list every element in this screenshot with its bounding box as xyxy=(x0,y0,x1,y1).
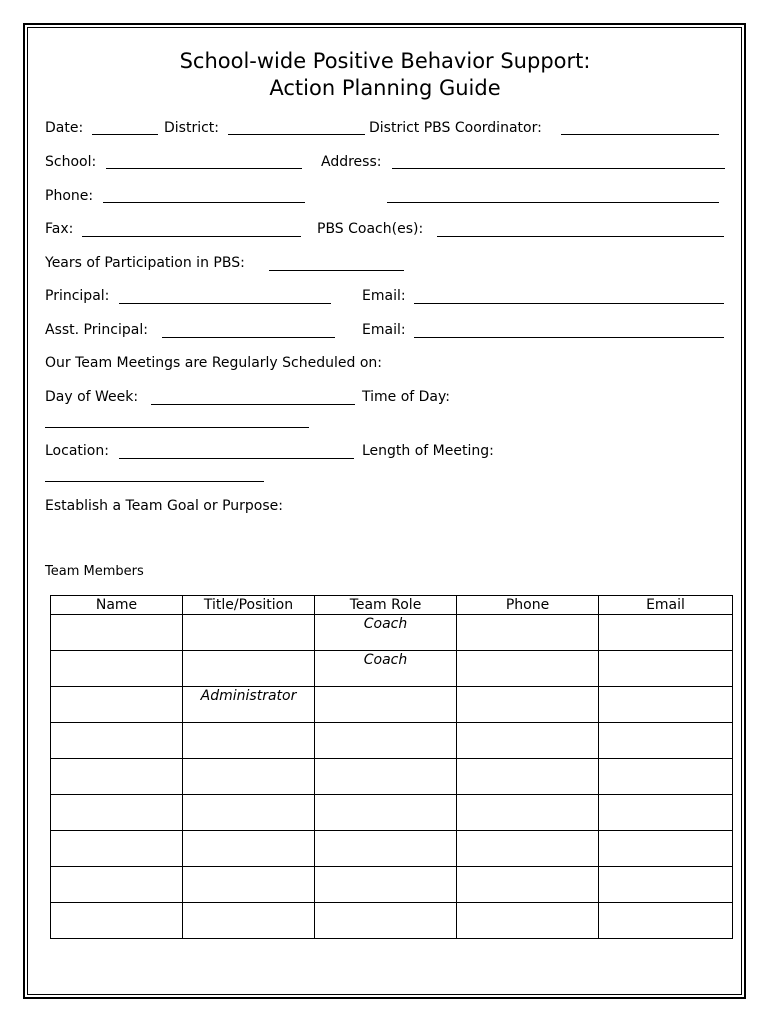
table-cell[interactable] xyxy=(51,723,183,759)
coach-field[interactable] xyxy=(437,236,724,237)
location-field[interactable] xyxy=(119,458,354,459)
table-row xyxy=(51,795,733,831)
table-cell[interactable] xyxy=(183,759,315,795)
table-cell[interactable]: Administrator xyxy=(183,687,315,723)
table-cell[interactable] xyxy=(315,759,457,795)
table-row xyxy=(51,687,733,723)
date-field[interactable] xyxy=(92,134,158,135)
table-cell[interactable] xyxy=(183,903,315,939)
document-title-line2: Action Planning Guide xyxy=(269,76,501,100)
table-cell[interactable] xyxy=(51,651,183,687)
years-label: Years of Participation in PBS: xyxy=(45,255,245,271)
principal-field[interactable] xyxy=(119,303,331,304)
phone-field[interactable] xyxy=(103,202,305,203)
table-row xyxy=(51,723,733,759)
coordinator-label: District PBS Coordinator: xyxy=(369,120,542,136)
team-members-heading: Team Members xyxy=(45,564,144,579)
table-cell[interactable] xyxy=(51,759,183,795)
asst-email-field[interactable] xyxy=(414,337,724,338)
goal-label: Establish a Team Goal or Purpose: xyxy=(45,498,283,514)
table-cell[interactable] xyxy=(315,867,457,903)
asst-principal-field[interactable] xyxy=(162,337,335,338)
table-cell[interactable] xyxy=(457,723,599,759)
table-cell[interactable] xyxy=(457,759,599,795)
length-label: Length of Meeting: xyxy=(362,443,494,459)
table-cell[interactable] xyxy=(599,651,733,687)
table-cell[interactable] xyxy=(51,831,183,867)
table-cell[interactable] xyxy=(315,795,457,831)
table-cell[interactable] xyxy=(457,687,599,723)
fax-label: Fax: xyxy=(45,221,74,237)
asst-email-label: Email: xyxy=(362,322,406,338)
table-cell[interactable] xyxy=(457,831,599,867)
table-cell[interactable] xyxy=(51,867,183,903)
phone-label: Phone: xyxy=(45,188,94,204)
meetings-label: Our Team Meetings are Regularly Scheduled on: xyxy=(45,355,382,371)
table-row xyxy=(51,831,733,867)
table-cell[interactable]: Coach xyxy=(315,615,457,651)
location-label: Location: xyxy=(45,443,109,459)
table-cell[interactable] xyxy=(183,723,315,759)
table-cell[interactable] xyxy=(51,687,183,723)
table-cell[interactable] xyxy=(183,651,315,687)
table-cell[interactable] xyxy=(457,795,599,831)
district-label: District: xyxy=(164,120,220,136)
table-cell[interactable] xyxy=(599,759,733,795)
table-cell[interactable] xyxy=(599,831,733,867)
column-header-email: Email xyxy=(599,596,733,615)
table-cell[interactable] xyxy=(315,687,457,723)
school-field[interactable] xyxy=(106,168,302,169)
table-row xyxy=(51,903,733,939)
table-cell[interactable] xyxy=(183,867,315,903)
table-cell[interactable] xyxy=(599,723,733,759)
school-label: School: xyxy=(45,154,97,170)
table-cell[interactable] xyxy=(599,867,733,903)
coach-label: PBS Coach(es): xyxy=(317,221,424,237)
address-field-line2[interactable] xyxy=(387,202,719,203)
column-header-name: Name xyxy=(51,596,183,615)
table-header-row xyxy=(51,596,733,615)
fax-field[interactable] xyxy=(82,236,301,237)
column-header-role: Team Role xyxy=(315,596,457,615)
document-title-line1: School-wide Positive Behavior Support: xyxy=(179,49,591,73)
day-label: Day of Week: xyxy=(45,389,139,405)
coordinator-field[interactable] xyxy=(561,134,719,135)
table-cell[interactable] xyxy=(599,687,733,723)
time-label: Time of Day: xyxy=(362,389,450,405)
table-cell[interactable] xyxy=(599,615,733,651)
table-cell[interactable] xyxy=(315,723,457,759)
asst-principal-label: Asst. Principal: xyxy=(45,322,148,338)
address-field[interactable] xyxy=(392,168,725,169)
table-row xyxy=(51,759,733,795)
table-cell[interactable] xyxy=(183,831,315,867)
table-cell[interactable] xyxy=(457,903,599,939)
principal-label: Principal: xyxy=(45,288,110,304)
time-field[interactable] xyxy=(45,427,309,428)
table-cell[interactable] xyxy=(315,903,457,939)
table-cell[interactable] xyxy=(599,795,733,831)
table-cell[interactable] xyxy=(51,903,183,939)
address-label: Address: xyxy=(321,154,382,170)
table-cell[interactable] xyxy=(457,867,599,903)
length-field[interactable] xyxy=(45,481,264,482)
column-header-title: Title/Position xyxy=(183,596,315,615)
district-field[interactable] xyxy=(228,134,365,135)
table-row xyxy=(51,651,733,687)
table-cell[interactable] xyxy=(457,615,599,651)
date-label: Date: xyxy=(45,120,84,136)
table-row xyxy=(51,867,733,903)
table-cell[interactable] xyxy=(599,903,733,939)
column-header-phone: Phone xyxy=(457,596,599,615)
table-cell[interactable] xyxy=(315,831,457,867)
table-cell[interactable] xyxy=(51,795,183,831)
principal-email-label: Email: xyxy=(362,288,406,304)
day-field[interactable] xyxy=(151,404,355,405)
team-members-table xyxy=(50,595,733,939)
table-cell[interactable] xyxy=(51,615,183,651)
table-row xyxy=(51,615,733,651)
table-cell[interactable] xyxy=(457,651,599,687)
table-cell[interactable] xyxy=(183,795,315,831)
years-field[interactable] xyxy=(269,270,404,271)
table-cell[interactable] xyxy=(183,615,315,651)
principal-email-field[interactable] xyxy=(414,303,724,304)
table-cell[interactable]: Coach xyxy=(315,651,457,687)
